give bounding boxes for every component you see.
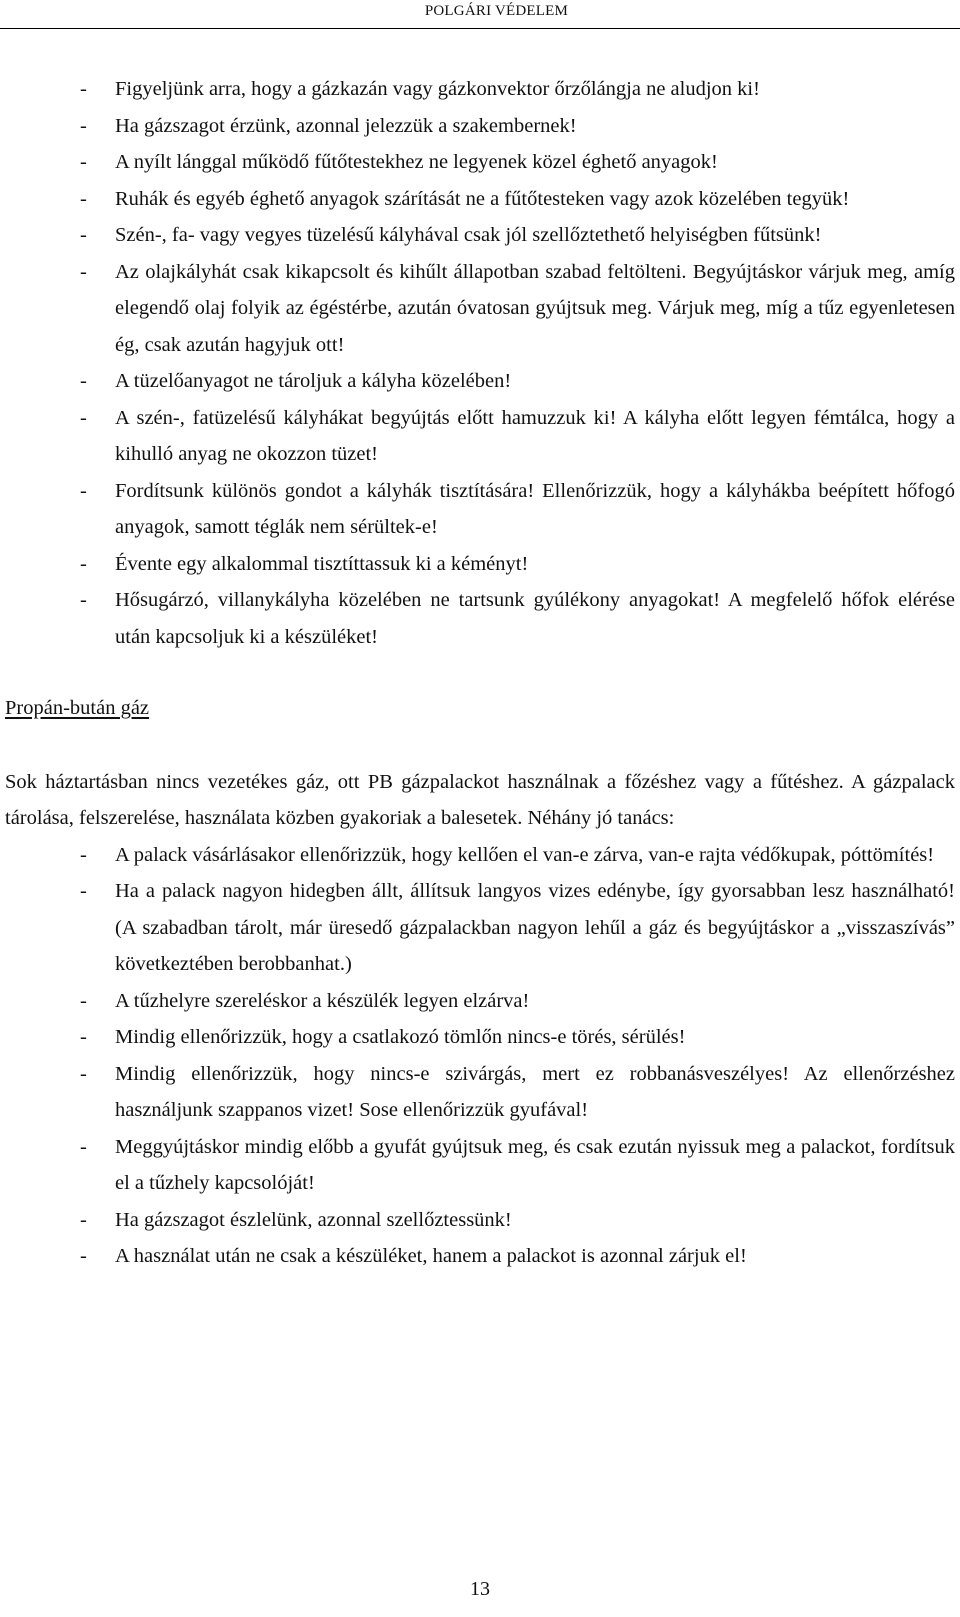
list-item: - Az olajkályhát csak kikapcsolt és kihűlt állapotban szabad feltölteni. Begyújtáskor várjuk meg, amíg elegendő olaj folyik az égéstérbe, azután óvatosan gyújtsuk meg. Várjuk meg, míg a tűz egyenletesen ég, csak azután hagyjuk ott! — [0, 254, 960, 364]
list-item: - A szén-, fatüzelésű kályhákat begyújtás előtt hamuzzuk ki! A kályha előtt legyen fémtálca, hogy a kihulló anyag ne okozzon tüzet! — [0, 400, 960, 473]
page-content — [0, 71, 960, 1275]
list-item: - A tűzhelyre szereléskor a készülék legyen elzárva! — [0, 983, 960, 1020]
list-item: - Szén-, fa- vagy vegyes tüzelésű kályhával csak jól szellőztethető helyiségben fűtsünk! — [0, 217, 960, 254]
list-item: - Mindig ellenőrizzük, hogy nincs-e szivárgás, mert ez robbanásveszélyes! Az ellenőrzéshez használjunk szappanos vizet! Sose ellenőrizzük gyufával! — [0, 1056, 960, 1129]
list-item: - Meggyújtáskor mindig előbb a gyufát gyújtsuk meg, és csak ezután nyissuk meg a palackot, fordítsuk el a tűzhely kapcsolóját! — [0, 1129, 960, 1202]
gas-cylinder-tips-list — [0, 837, 960, 1275]
list-item: - Ruhák és egyéb éghető anyagok szárítását ne a fűtőtesteken vagy azok közelében tegyük! — [0, 181, 960, 218]
header-title: POLGÁRI VÉDELEM — [424, 3, 568, 19]
section-heading: Propán-bután gáz — [5, 697, 150, 719]
list-item: - Ha a palack nagyon hidegben állt, állítsuk langyos vizes edénybe, így gyorsabban lesz használható! (A szabadban tárolt, már üresedő gázpalackban nagyon lehűl a gáz és begyújtáskor a „visszaszívás” következtében berobbanhat.) — [0, 873, 960, 983]
list-item: - A tüzelőanyagot ne tároljuk a kályha közelében! — [0, 363, 960, 400]
list-item: - Mindig ellenőrizzük, hogy a csatlakozó tömlőn nincs-e törés, sérülés! — [0, 1019, 960, 1056]
section-intro-paragraph: Sok háztartásban nincs vezetékes gáz, ott PB gázpalackot használnak a főzéshez vagy a fűtéshez. A gázpalack tárolása, felszerelése, használata közben gyakoriak a balesetek. Néhány jó tanács: — [5, 770, 955, 829]
heating-safety-list — [0, 71, 960, 655]
list-item: - Ha gázszagot észlelünk, azonnal szellőztessünk! — [0, 1202, 960, 1239]
list-item: - A palack vásárlásakor ellenőrizzük, hogy kellően el van-e zárva, van-e rajta védőkupak, póttömítés! — [0, 837, 960, 874]
running-header — [0, 0, 960, 29]
list-item: - Figyeljünk arra, hogy a gázkazán vagy gázkonvektor őrzőlángja ne aludjon ki! — [0, 71, 960, 108]
list-item: - Hősugárzó, villanykályha közelében ne tartsunk gyúlékony anyagokat! A megfelelő hőfok elérése után kapcsoljuk ki a készüléket! — [0, 582, 960, 655]
list-item: - Évente egy alkalommal tisztíttassuk ki a kéményt! — [0, 546, 960, 583]
page-number: 13 — [470, 1578, 490, 1600]
list-item: - A nyílt lánggal működő fűtőtestekhez ne legyenek közel éghető anyagok! — [0, 144, 960, 181]
list-item: - Fordítsunk különös gondot a kályhák tisztítására! Ellenőrizzük, hogy a kályhákba beépített hőfogó anyagok, samott téglák nem sérültek-e! — [0, 473, 960, 546]
list-item: - A használat után ne csak a készüléket, hanem a palackot is azonnal zárjuk el! — [0, 1238, 960, 1275]
list-item: - Ha gázszagot érzünk, azonnal jelezzük a szakembernek! — [0, 108, 960, 145]
